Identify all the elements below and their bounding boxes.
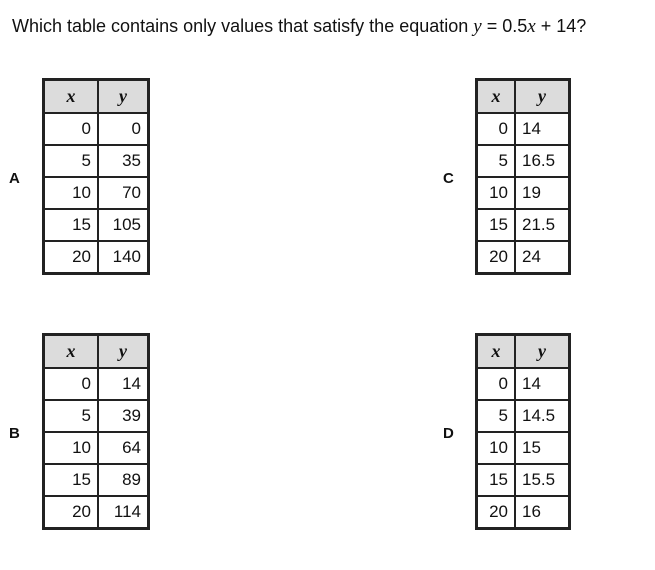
cell-y: 19	[515, 177, 570, 209]
table-row	[477, 400, 570, 432]
question-prefix: Which table contains only values that satisfy the equation	[12, 16, 469, 36]
cell-x: 20	[44, 241, 99, 274]
cell-y: 21.5	[515, 209, 570, 241]
cell-y: 14	[515, 113, 570, 145]
cell-x: 10	[44, 177, 99, 209]
table-row	[44, 496, 149, 529]
header-y: y	[98, 80, 149, 114]
table-row	[44, 241, 149, 274]
cell-x: 15	[477, 464, 516, 496]
table-header-row	[44, 80, 149, 114]
table-row	[477, 432, 570, 464]
question-equals: = 0.5	[481, 16, 528, 36]
table-row	[477, 113, 570, 145]
table-row	[44, 400, 149, 432]
table-row	[44, 145, 149, 177]
cell-y: 14.5	[515, 400, 570, 432]
option-d-table	[475, 333, 571, 530]
cell-x: 5	[477, 145, 516, 177]
cell-x: 10	[477, 177, 516, 209]
cell-x: 10	[44, 432, 99, 464]
table-header-row	[44, 335, 149, 369]
table-row	[477, 368, 570, 400]
cell-y: 0	[98, 113, 149, 145]
cell-x: 15	[44, 209, 99, 241]
header-y: y	[98, 335, 149, 369]
cell-x: 0	[477, 368, 516, 400]
cell-x: 20	[477, 241, 516, 274]
table-header-row	[477, 335, 570, 369]
table-row	[44, 432, 149, 464]
option-a-label[interactable]: A	[9, 170, 20, 187]
cell-x: 20	[477, 496, 516, 529]
cell-x: 5	[44, 145, 99, 177]
option-b-table	[42, 333, 150, 530]
cell-x: 5	[477, 400, 516, 432]
cell-x: 0	[44, 113, 99, 145]
header-y: y	[515, 80, 570, 114]
cell-y: 15.5	[515, 464, 570, 496]
question-suffix: + 14?	[535, 16, 587, 36]
header-x: x	[477, 335, 516, 369]
table-row	[44, 464, 149, 496]
header-x: x	[44, 335, 99, 369]
cell-x: 15	[477, 209, 516, 241]
cell-y: 64	[98, 432, 149, 464]
cell-y: 14	[98, 368, 149, 400]
cell-y: 114	[98, 496, 149, 529]
cell-x: 0	[477, 113, 516, 145]
cell-y: 105	[98, 209, 149, 241]
table-row	[44, 368, 149, 400]
cell-x: 10	[477, 432, 516, 464]
header-x: x	[477, 80, 516, 114]
question-var-y: y	[473, 16, 482, 37]
question-text	[12, 16, 586, 38]
question-var-x: x	[527, 16, 536, 37]
table-header-row	[477, 80, 570, 114]
cell-x: 15	[44, 464, 99, 496]
option-b-label[interactable]: B	[9, 425, 20, 442]
table-row	[477, 209, 570, 241]
table-row	[44, 209, 149, 241]
table-row	[477, 496, 570, 529]
table-row	[44, 177, 149, 209]
cell-y: 140	[98, 241, 149, 274]
cell-y: 16.5	[515, 145, 570, 177]
option-c-label[interactable]: C	[443, 170, 454, 187]
header-x: x	[44, 80, 99, 114]
option-a-table	[42, 78, 150, 275]
cell-y: 14	[515, 368, 570, 400]
cell-y: 39	[98, 400, 149, 432]
cell-y: 35	[98, 145, 149, 177]
cell-x: 5	[44, 400, 99, 432]
cell-y: 70	[98, 177, 149, 209]
cell-x: 20	[44, 496, 99, 529]
table-row	[477, 464, 570, 496]
table-row	[477, 177, 570, 209]
option-c-table	[475, 78, 571, 275]
table-row	[44, 113, 149, 145]
cell-y: 24	[515, 241, 570, 274]
header-y: y	[515, 335, 570, 369]
table-row	[477, 145, 570, 177]
cell-y: 16	[515, 496, 570, 529]
cell-y: 89	[98, 464, 149, 496]
cell-y: 15	[515, 432, 570, 464]
option-d-label[interactable]: D	[443, 425, 454, 442]
cell-x: 0	[44, 368, 99, 400]
table-row	[477, 241, 570, 274]
